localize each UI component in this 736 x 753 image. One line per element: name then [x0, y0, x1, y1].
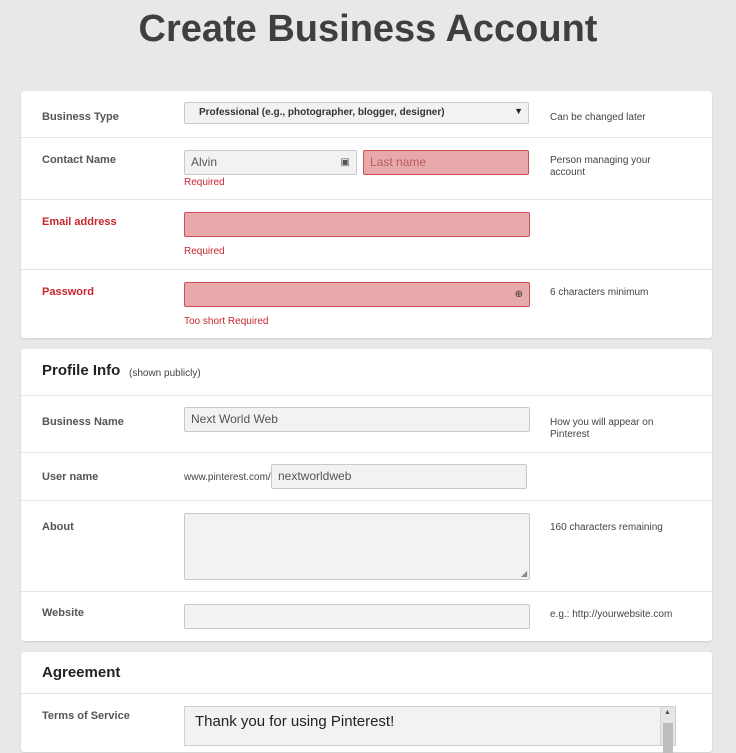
- last-name-placeholder: Last name: [370, 155, 427, 169]
- email-row: [21, 199, 712, 269]
- first-name-value: Alvin: [191, 155, 218, 169]
- page-title: Create Business Account: [138, 8, 598, 50]
- email-input[interactable]: [184, 212, 530, 237]
- scroll-thumb[interactable]: [663, 723, 673, 753]
- email-error: Required: [184, 246, 225, 257]
- terms-label: Terms of Service: [42, 710, 130, 722]
- contact-card-icon: ▣: [340, 157, 350, 168]
- dropdown-arrow-icon: ▼: [514, 106, 523, 116]
- last-name-input[interactable]: [363, 150, 529, 175]
- website-input[interactable]: [184, 604, 530, 629]
- terms-textbox[interactable]: [184, 706, 676, 746]
- password-row: [21, 269, 712, 338]
- website-label: Website: [42, 607, 84, 619]
- business-name-input[interactable]: Next World Web: [184, 407, 530, 432]
- email-label: Email address: [42, 216, 117, 228]
- profile-header: [21, 349, 712, 395]
- profile-section-subtitle: (shown publicly): [129, 368, 201, 379]
- agreement-header: [21, 652, 712, 693]
- website-hint: e.g.: http://yourwebsite.com: [550, 609, 673, 620]
- password-visibility-icon[interactable]: ⊕: [514, 289, 523, 300]
- business-type-hint: Can be changed later: [550, 112, 646, 123]
- account-card: [21, 91, 712, 338]
- scroll-up-icon[interactable]: ▲: [664, 709, 671, 716]
- contact-name-error: Required: [184, 177, 225, 188]
- about-hint: 160 characters remaining: [550, 522, 663, 533]
- profile-section-title: Profile Info: [42, 362, 121, 379]
- agreement-card: [21, 652, 712, 752]
- password-hint: 6 characters minimum: [550, 287, 649, 298]
- username-label: User name: [42, 471, 99, 483]
- resize-handle-icon[interactable]: ◢: [521, 569, 528, 578]
- contact-name-row: [21, 137, 712, 199]
- password-error: Too short Required: [184, 316, 269, 327]
- business-type-row: [21, 91, 712, 137]
- about-textarea[interactable]: [184, 513, 530, 580]
- agreement-section-title: Agreement: [42, 664, 121, 681]
- business-type-value: Professional (e.g., photographer, blogger, designer): [199, 107, 445, 118]
- username-prefix: www.pinterest.com/: [184, 472, 271, 483]
- business-name-hint: How you will appear on Pinterest: [550, 417, 654, 440]
- password-label: Password: [42, 286, 94, 298]
- username-input[interactable]: nextworldweb: [271, 464, 527, 489]
- profile-card: [21, 349, 712, 641]
- business-name-label: Business Name: [42, 416, 124, 428]
- password-input[interactable]: [184, 282, 530, 307]
- username-row: [21, 452, 712, 500]
- business-name-row: [21, 395, 712, 452]
- contact-name-label: Contact Name: [42, 154, 116, 166]
- website-row: [21, 591, 712, 641]
- business-type-label: Business Type: [42, 111, 119, 123]
- business-type-select[interactable]: [184, 102, 529, 124]
- about-label: About: [42, 521, 74, 533]
- terms-scrollbar[interactable]: [660, 707, 675, 745]
- terms-row: [21, 693, 712, 753]
- first-name-input[interactable]: [184, 150, 357, 175]
- terms-text: Thank you for using Pinterest!: [195, 713, 395, 730]
- contact-name-hint: Person managing your account: [550, 155, 651, 178]
- about-row: [21, 500, 712, 591]
